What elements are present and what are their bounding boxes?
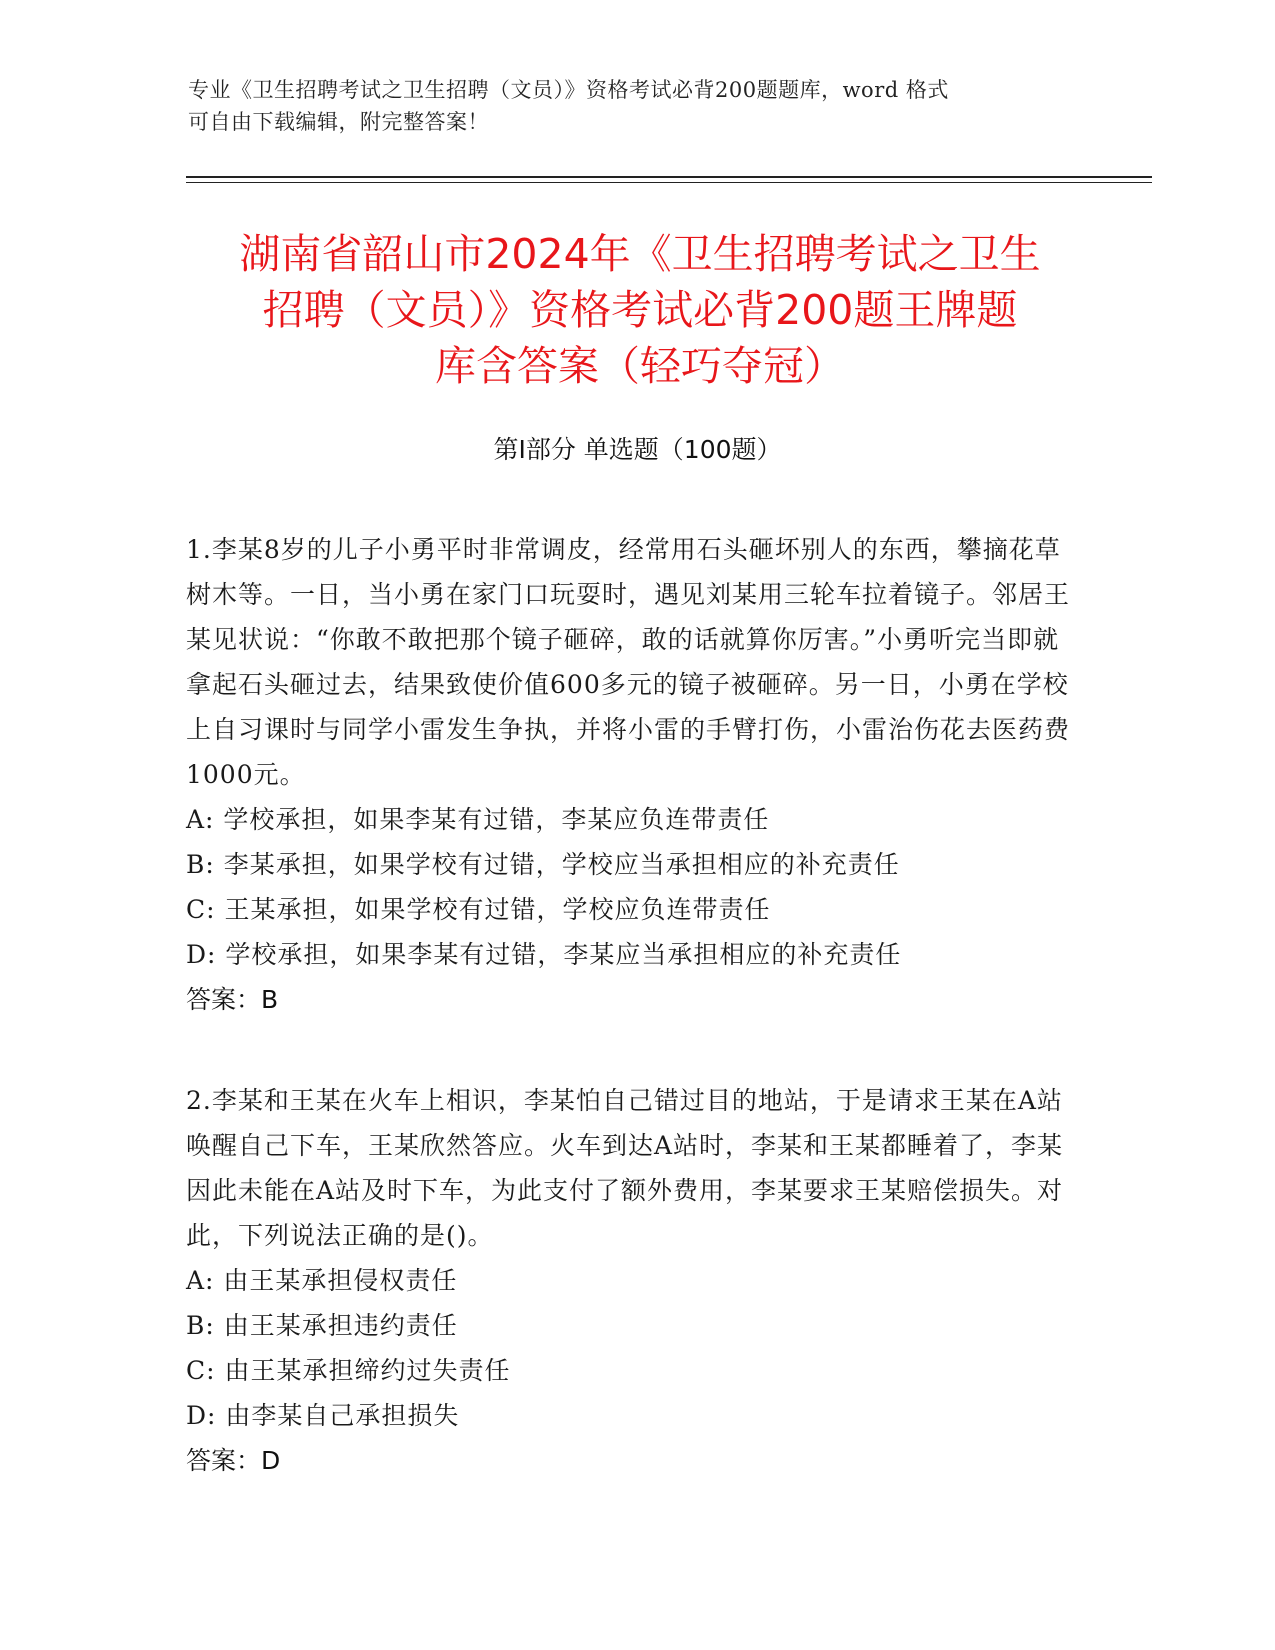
header-divider-thin (186, 182, 1152, 183)
document-title-line-2: 招聘（文员）》资格考试必背200题王牌题 (262, 286, 1018, 334)
option-d: D: 由李某自己承担损失 (186, 1401, 460, 1430)
question-stem: 2.李某和王某在火车上相识，李某怕自己错过目的地站，于是请求王某在A站唤醒自己下车，王某欣然答应。火车到达A站时，李某和王某都睡着了，李某因此未能在A站及时下车，为此支付了额外费用，李某要求王某赔偿损失。对此，下列说法正确的是()。 (186, 1086, 1064, 1250)
answer-line: 答案：D (186, 1446, 281, 1475)
option-a: A: 由王某承担侵权责任 (186, 1266, 458, 1295)
section-heading: 第Ⅰ部分 单选题（100题） (493, 435, 782, 464)
header-note-line-1: 专业《卫生招聘考试之卫生招聘（文员）》资格考试必背200题题库，word 格式 (188, 78, 949, 102)
document-title-line-1: 湖南省韶山市2024年《卫生招聘考试之卫生 (239, 230, 1041, 278)
answer-line: 答案：B (186, 985, 279, 1014)
option-b: B: 李某承担，如果学校有过错，学校应当承担相应的补充责任 (186, 850, 900, 879)
document-title (180, 226, 1100, 394)
question-2 (186, 1078, 1076, 1483)
question-1 (186, 527, 1076, 1022)
option-b: B: 由王某承担违约责任 (186, 1311, 458, 1340)
option-c: C: 王某承担，如果学校有过错，学校应负连带责任 (186, 895, 771, 924)
question-stem: 1.李某8岁的儿子小勇平时非常调皮，经常用石头砸坏别人的东西，攀摘花草树木等。一日，当小勇在家门口玩耍时，遇见刘某用三轮车拉着镜子。邻居王某见状说：“你敢不敢把那个镜子砸碎，敢的话就算你厉害。”小勇听完当即就拿起石头砸过去，结果致使价值600多元的镜子被砸碎。另一日，小勇在学校上自习课时与同学小雷发生争执，并将小雷的手臂打伤，小雷治伤花去医药费1000元。 (186, 535, 1071, 789)
header-divider-thick (186, 176, 1152, 178)
option-d: D: 学校承担，如果李某有过错，李某应当承担相应的补充责任 (186, 940, 902, 969)
header-note (188, 74, 1068, 138)
option-c: C: 由王某承担缔约过失责任 (186, 1356, 511, 1385)
option-a: A: 学校承担，如果李某有过错，李某应负连带责任 (186, 805, 770, 834)
header-note-line-2: 可自由下载编辑，附完整答案！ (188, 110, 489, 134)
document-title-line-3: 库含答案（轻巧夺冠） (435, 342, 845, 390)
